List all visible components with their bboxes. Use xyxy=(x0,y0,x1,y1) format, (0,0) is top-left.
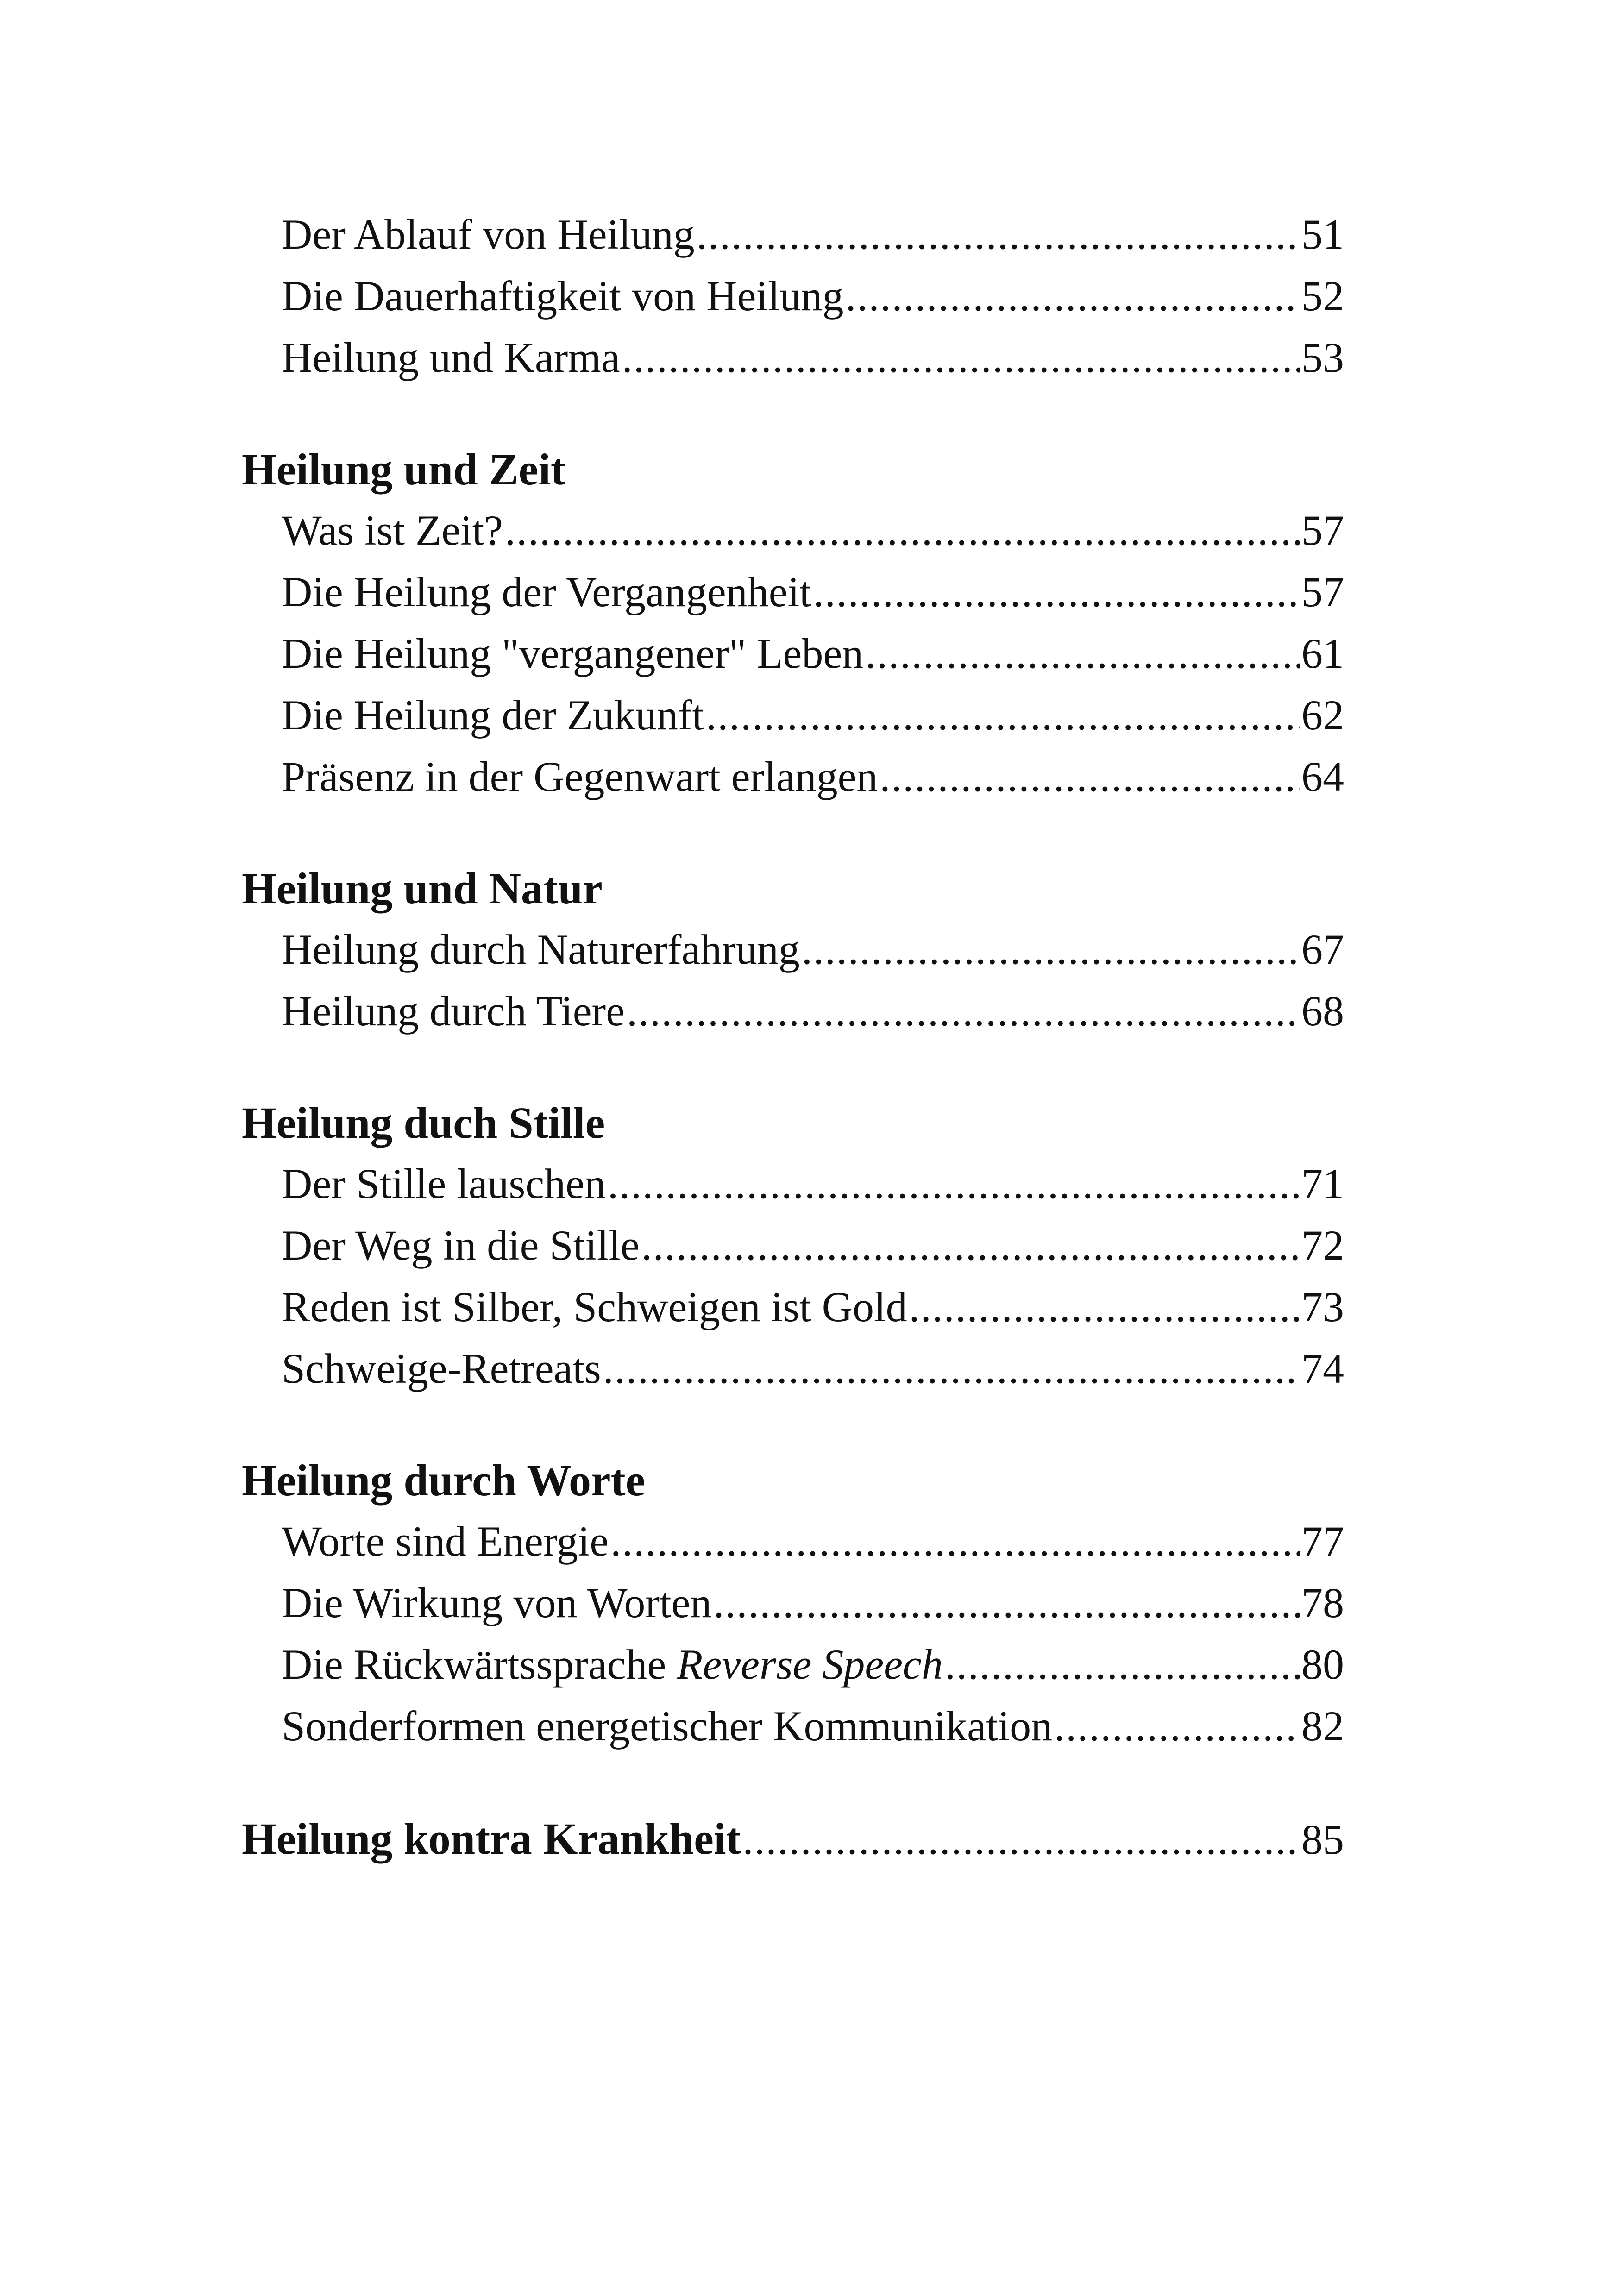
dot-leader xyxy=(697,204,1300,265)
dot-leader xyxy=(865,623,1300,684)
dot-leader xyxy=(802,919,1300,980)
toc-entry[interactable] xyxy=(242,1215,1344,1276)
toc-entry[interactable] xyxy=(242,1276,1344,1338)
toc-entry[interactable] xyxy=(242,1634,1344,1695)
toc-entry-label: Sonderformen energetischer Kommunikation xyxy=(282,1702,1053,1750)
toc-entry-label: Die Heilung "vergangener" Leben xyxy=(282,630,864,677)
dot-leader xyxy=(641,1215,1300,1276)
toc-entry-label: Heilung kontra Krankheit xyxy=(242,1814,741,1863)
toc-entry[interactable] xyxy=(242,1153,1344,1215)
toc-entry-label: Schweige-Retreats xyxy=(282,1345,601,1392)
toc-page-number: 57 xyxy=(1301,568,1344,615)
toc-entry-label-italic: Reverse Speech xyxy=(677,1641,943,1688)
dot-leader xyxy=(1054,1695,1300,1757)
toc-entry[interactable] xyxy=(242,1572,1344,1634)
toc-entry-label: Heilung und Karma xyxy=(282,334,620,381)
toc-page-number: 53 xyxy=(1301,334,1344,381)
dot-leader xyxy=(505,500,1300,561)
toc-entry-label xyxy=(282,1634,943,1695)
toc-entry[interactable] xyxy=(242,623,1344,684)
section-heading[interactable]: Heilung duch Stille xyxy=(242,1098,605,1148)
toc-entry[interactable] xyxy=(242,204,1344,265)
toc-entry-label: Heilung durch Naturerfahrung xyxy=(282,926,800,973)
toc-entry-label: Die Wirkung von Worten xyxy=(282,1579,712,1626)
toc-entry-label: Heilung durch Tiere xyxy=(282,987,625,1035)
toc-entry[interactable] xyxy=(242,1511,1344,1572)
toc-page-number: 78 xyxy=(1301,1579,1344,1626)
toc-section-stille xyxy=(242,1093,1344,1399)
table-of-contents xyxy=(242,204,1344,1920)
toc-page-number: 62 xyxy=(1301,691,1344,739)
toc-entry-label: Der Stille lauschen xyxy=(282,1160,606,1207)
toc-entry[interactable] xyxy=(242,265,1344,327)
dot-leader xyxy=(713,1572,1300,1634)
toc-entry[interactable] xyxy=(242,327,1344,389)
toc-entry-label-regular: Die Rückwärtssprache xyxy=(282,1641,677,1688)
toc-entry-label: Die Heilung der Vergangenheit xyxy=(282,568,811,615)
toc-entry-top-level[interactable] xyxy=(242,1808,1344,1869)
dot-leader xyxy=(610,1511,1300,1572)
dot-leader xyxy=(608,1153,1300,1215)
toc-page-number: 85 xyxy=(1301,1816,1344,1863)
dot-leader xyxy=(742,1809,1300,1870)
toc-page-number: 67 xyxy=(1301,926,1344,973)
toc-page-number: 72 xyxy=(1301,1222,1344,1269)
section-heading[interactable]: Heilung durch Worte xyxy=(242,1455,646,1505)
section-heading[interactable]: Heilung und Zeit xyxy=(242,445,565,494)
dot-leader xyxy=(846,265,1300,327)
toc-entry-label: Reden ist Silber, Schweigen ist Gold xyxy=(282,1283,907,1330)
toc-entry-label: Präsenz in der Gegenwart erlangen xyxy=(282,753,878,800)
toc-page-number: 51 xyxy=(1301,211,1344,258)
toc-page-number: 61 xyxy=(1301,630,1344,677)
toc-page-number: 68 xyxy=(1301,987,1344,1035)
toc-intro-group xyxy=(242,204,1344,389)
toc-entry-label: Worte sind Energie xyxy=(282,1518,609,1565)
toc-section-worte xyxy=(242,1450,1344,1757)
toc-section-zeit xyxy=(242,439,1344,808)
dot-leader xyxy=(909,1276,1300,1338)
toc-entry[interactable] xyxy=(242,1695,1344,1757)
toc-page-number: 57 xyxy=(1301,507,1344,554)
toc-page-number: 64 xyxy=(1301,753,1344,800)
dot-leader xyxy=(627,980,1300,1042)
toc-entry[interactable] xyxy=(242,1338,1344,1399)
dot-leader xyxy=(880,746,1300,808)
toc-entry[interactable] xyxy=(242,746,1344,808)
toc-entry[interactable] xyxy=(242,684,1344,746)
toc-entry-label: Was ist Zeit? xyxy=(282,507,503,554)
toc-entry[interactable] xyxy=(242,561,1344,623)
toc-entry-label: Der Weg in die Stille xyxy=(282,1222,640,1269)
dot-leader xyxy=(706,684,1300,746)
section-heading[interactable]: Heilung und Natur xyxy=(242,864,603,913)
dot-leader xyxy=(622,327,1300,389)
toc-page-number: 52 xyxy=(1301,272,1344,320)
toc-entry[interactable] xyxy=(242,919,1344,980)
toc-page-number: 74 xyxy=(1301,1345,1344,1392)
toc-page-number: 73 xyxy=(1301,1283,1344,1330)
toc-final-group xyxy=(242,1808,1344,1869)
toc-entry-label: Die Heilung der Zukunft xyxy=(282,691,704,739)
dot-leader xyxy=(813,561,1300,623)
toc-entry-label: Der Ablauf von Heilung xyxy=(282,211,695,258)
dot-leader xyxy=(945,1634,1300,1695)
toc-entry-label: Die Dauerhaftigkeit von Heilung xyxy=(282,272,844,320)
toc-section-natur xyxy=(242,859,1344,1042)
toc-page-number: 77 xyxy=(1301,1518,1344,1565)
dot-leader xyxy=(603,1338,1300,1399)
toc-entry[interactable] xyxy=(242,980,1344,1042)
toc-page-number: 80 xyxy=(1301,1641,1344,1688)
toc-page-number: 71 xyxy=(1301,1160,1344,1207)
toc-page-number: 82 xyxy=(1301,1702,1344,1750)
toc-entry[interactable] xyxy=(242,500,1344,561)
